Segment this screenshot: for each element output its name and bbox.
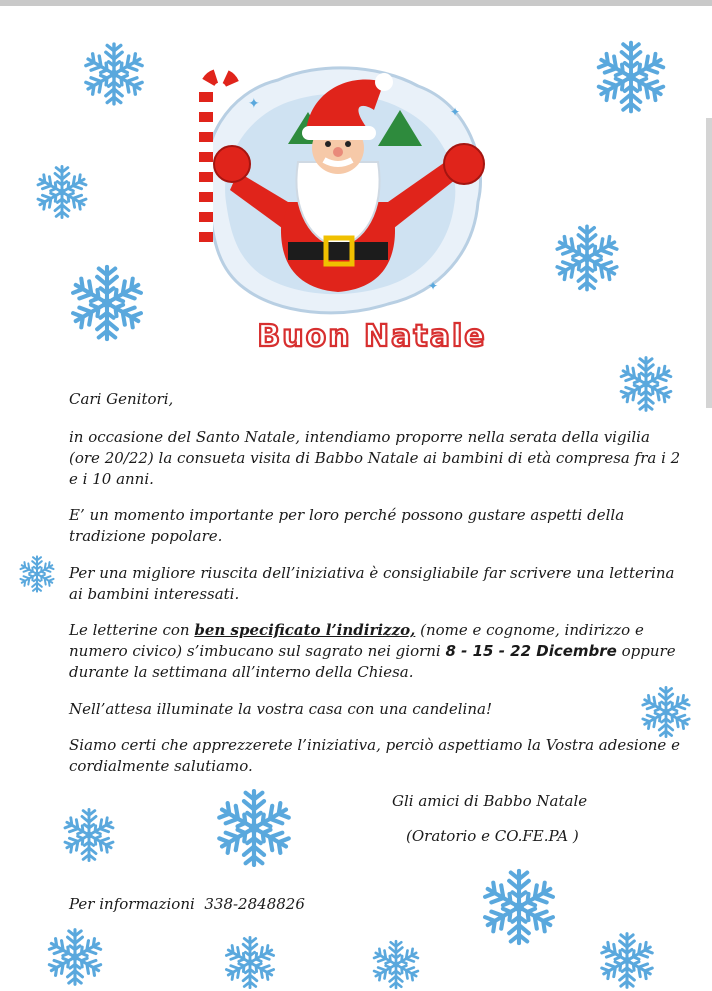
buon-natale-banner [222,316,522,356]
snowflake-icon [17,554,57,594]
signature-line-1: Gli amici di Babbo Natale [392,792,588,810]
snowflake-icon [592,38,670,116]
paragraph-closing: Siamo certi che apprezzerete l’iniziativa, perciò aspettiamo la Vostra adesione e cordialmente salutiamo. [69,736,680,775]
svg-text:✦: ✦ [428,279,439,293]
banner-text: Buon Natale [257,319,487,354]
right-edge-bar [706,118,712,408]
snowflake-icon [616,354,676,414]
info-label: Per informazioni [69,895,195,913]
snowflake-icon [33,163,91,221]
snowflake-icon [66,262,148,344]
top-border [0,0,712,6]
snowflake-icon [218,934,282,991]
paragraph-tradition: E’ un momento importante per loro perché possono gustare aspetti della tradizione popolare. [69,506,625,545]
snowflake-icon [592,930,662,991]
santa-claus-illustration [178,52,494,322]
info-line [69,894,305,915]
salutation: Cari Genitori, [69,390,174,408]
svg-text:✦: ✦ [248,96,260,112]
signature-line-2: (Oratorio e CO.FE.PA ) [406,827,579,845]
paragraph-visit: in occasione del Santo Natale, intendiamo proporre nella serata della vigilia (ore 20/22) la consueta visita di Babbo Natale ai bambini di età compresa fra i 2 e i 10 anni. [69,428,681,488]
paragraph-candle: Nell’attesa illuminate la vostra casa con una candelina! [69,700,492,718]
delivery-dates: 8 - 15 - 22 Dicembre [445,642,617,660]
snowflake-icon [212,786,296,870]
snowflake-icon [478,866,560,948]
snowflake-icon [368,938,424,991]
paragraph-letter: Per una migliore riuscita dell’iniziativa è consigliabile far scrivere una letterina ai bambini interessati. [69,564,675,603]
snowflake-icon [44,926,106,988]
address-emphasis: ben specificato l’indirizzo, [194,621,416,639]
paragraph-delivery: Le letterine con ben specificato l’indirizzo, (nome e cognome, indirizzo e numero civico) s’imbucano sul sagrato nei giorni 8 - 15 - 22 Dicembre oppure durante la settimana all’interno della Chiesa. [69,621,676,681]
snowflake-icon [551,222,623,294]
snowflake-icon [80,40,148,108]
svg-text:✦: ✦ [450,105,461,119]
info-phone: 338-2848826 [204,895,305,913]
snowflake-icon [60,806,118,864]
